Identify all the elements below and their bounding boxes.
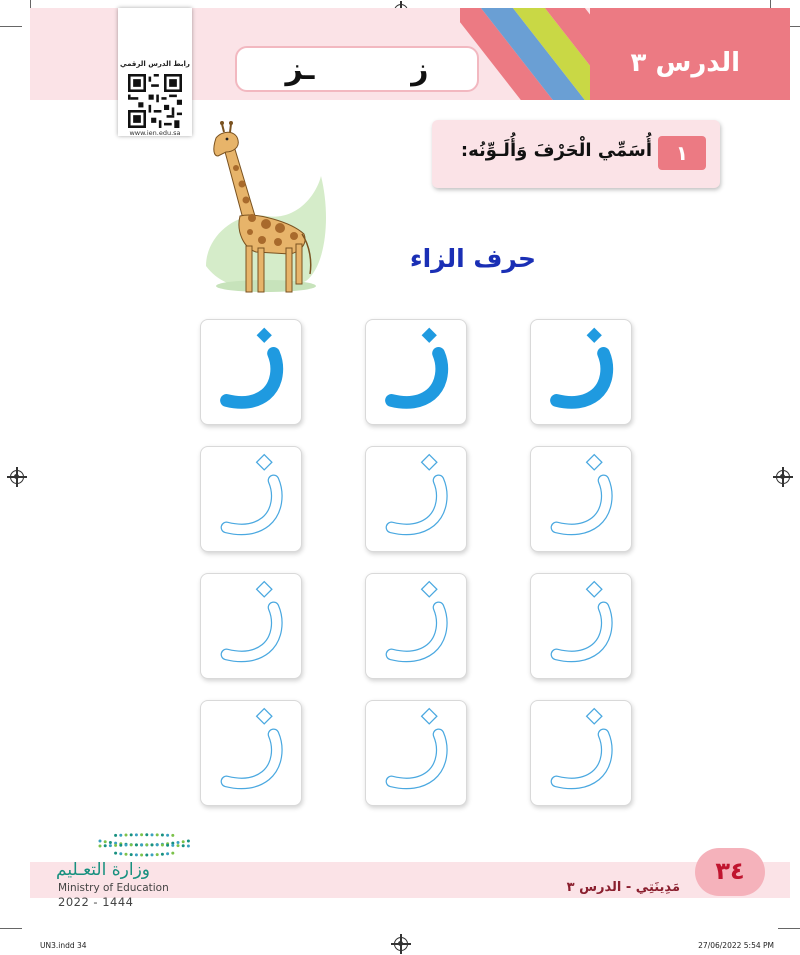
letter-form-final: ـز bbox=[285, 51, 315, 87]
ministry-name-english: Ministry of Education bbox=[58, 882, 169, 894]
registration-mark-icon bbox=[394, 937, 408, 951]
letter-card-filled bbox=[365, 319, 467, 425]
letter-card-outline[interactable] bbox=[530, 573, 632, 679]
letter-card-outline[interactable] bbox=[530, 446, 632, 552]
letter-forms-box bbox=[235, 46, 479, 92]
zay-letter-icon bbox=[201, 447, 301, 551]
qr-card[interactable] bbox=[118, 8, 192, 136]
registration-mark-icon bbox=[776, 470, 790, 484]
letter-card-outline[interactable] bbox=[200, 573, 302, 679]
zay-letter-icon bbox=[531, 320, 631, 424]
zay-letter-icon bbox=[201, 320, 301, 424]
footer-section-label: مَدِينَتِي - الدرس ٣ bbox=[566, 880, 680, 895]
page-number-badge: ٣٤ bbox=[695, 848, 765, 896]
edition-year: 2022 - 1444 bbox=[58, 895, 134, 909]
zay-letter-icon bbox=[531, 574, 631, 678]
zay-letter-icon bbox=[201, 574, 301, 678]
lesson-title: الدرس ٣ bbox=[630, 48, 740, 78]
zay-letter-icon bbox=[531, 447, 631, 551]
letter-card-filled bbox=[530, 319, 632, 425]
letter-card-outline[interactable] bbox=[200, 700, 302, 806]
zay-letter-icon bbox=[366, 701, 466, 805]
letter-card-outline[interactable] bbox=[365, 700, 467, 806]
ministry-logo-icon bbox=[98, 826, 194, 858]
crop-mark bbox=[0, 928, 22, 929]
zay-letter-icon bbox=[531, 701, 631, 805]
ministry-name-arabic: وزارة التعـليم bbox=[56, 860, 150, 880]
zay-letter-icon bbox=[366, 574, 466, 678]
qr-url[interactable]: www.ien.edu.sa bbox=[129, 129, 181, 137]
giraffe-icon bbox=[196, 116, 336, 300]
letter-card-outline[interactable] bbox=[365, 573, 467, 679]
zay-letter-icon bbox=[366, 320, 466, 424]
print-date: 27/06/2022 5:54 PM bbox=[698, 941, 774, 950]
zay-letter-icon bbox=[366, 447, 466, 551]
letter-name-heading: حرف الزاء bbox=[409, 244, 536, 273]
letter-card-filled bbox=[200, 319, 302, 425]
exercise-number-badge: ١ bbox=[658, 136, 706, 170]
crop-mark bbox=[778, 928, 800, 929]
print-file-name: UN3.indd 34 bbox=[40, 941, 87, 950]
letter-card-outline[interactable] bbox=[530, 700, 632, 806]
letter-card-outline[interactable] bbox=[200, 446, 302, 552]
crop-mark bbox=[30, 0, 31, 8]
qr-label: رابط الدرس الرقمي bbox=[120, 60, 190, 68]
qr-code-icon[interactable] bbox=[128, 74, 182, 128]
registration-mark-icon bbox=[10, 470, 24, 484]
letter-form-isolated: ز bbox=[411, 51, 429, 87]
crop-mark bbox=[770, 0, 771, 8]
exercise-instruction: أُسَمِّي الْحَرْفَ وَأُلَـوِّنُه: bbox=[460, 140, 652, 161]
letter-card-outline[interactable] bbox=[365, 446, 467, 552]
zay-letter-icon bbox=[201, 701, 301, 805]
crop-mark bbox=[0, 26, 22, 27]
